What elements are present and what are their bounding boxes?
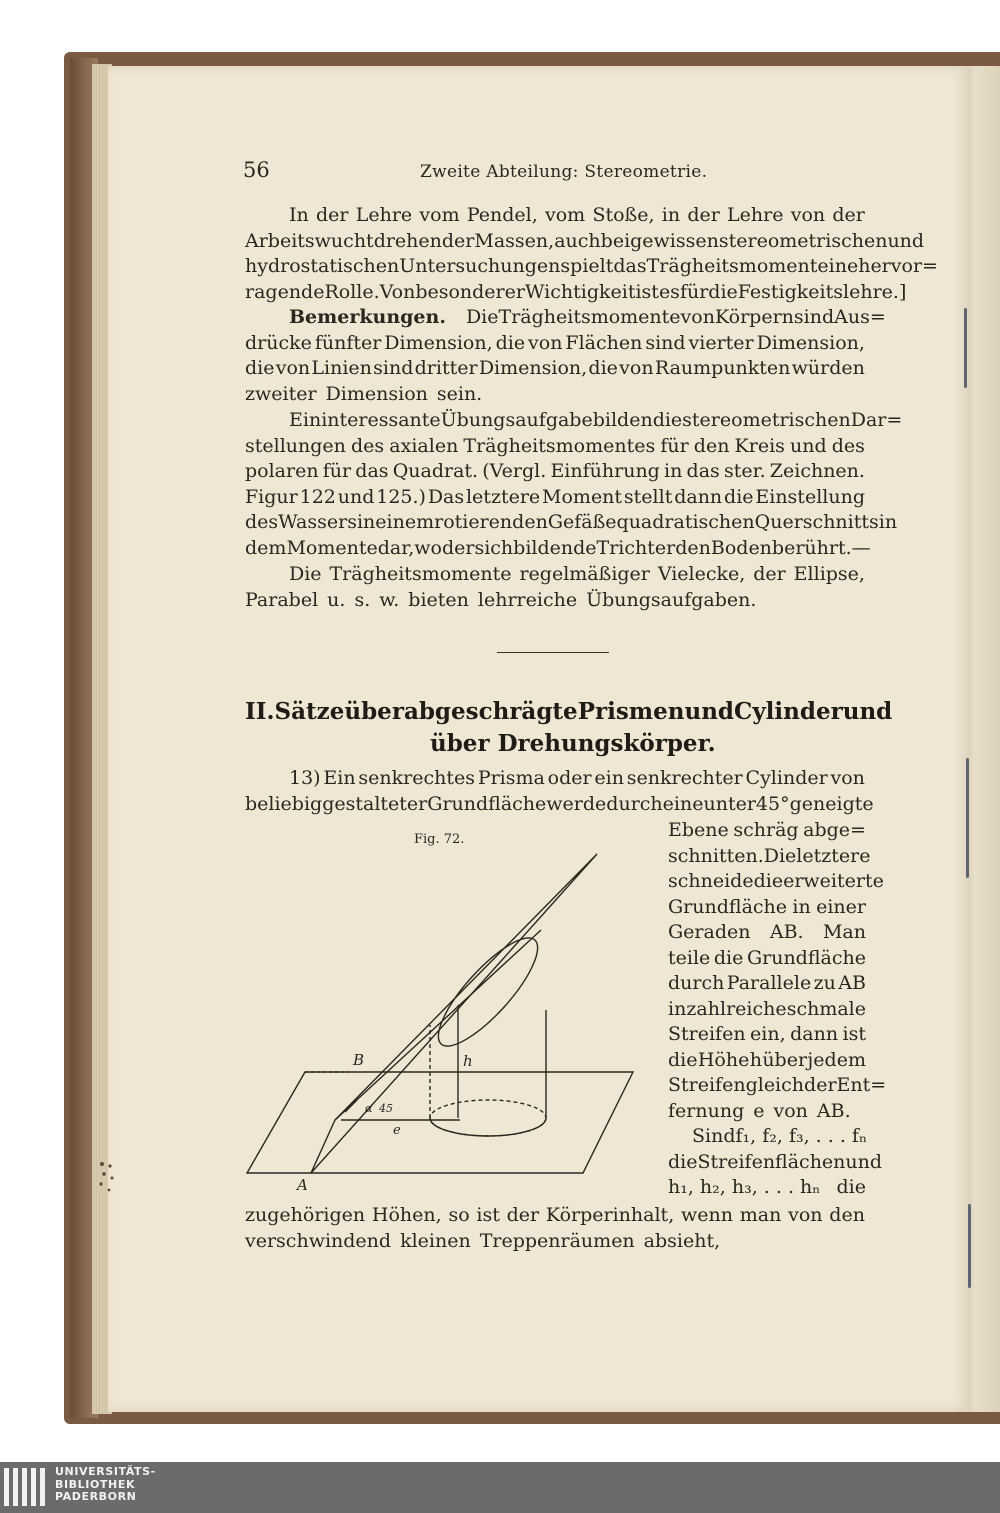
word: dem — [245, 536, 287, 559]
word: fernung — [668, 1099, 745, 1122]
text-line — [245, 510, 898, 536]
word: Aus= — [834, 306, 886, 328]
word: Dimension, — [384, 331, 493, 354]
word: ein, — [750, 1023, 786, 1045]
word: hervor= — [858, 255, 938, 277]
word: gewissen — [630, 229, 719, 252]
word: stereometrischen — [718, 229, 888, 252]
word: sind — [373, 357, 414, 379]
logo-line: UNIVERSITÄTS- — [55, 1465, 156, 1478]
label-B: B — [353, 1051, 365, 1069]
text-line — [245, 382, 865, 408]
word: ein — [594, 767, 624, 789]
side-column — [668, 818, 887, 1201]
word: und — [790, 434, 827, 457]
word: s. — [354, 588, 371, 611]
word: bilden — [592, 409, 653, 431]
word: Vielecke, — [657, 563, 746, 585]
word: von — [619, 357, 654, 379]
word: Flächen — [565, 331, 643, 354]
word: absieht, — [643, 1229, 721, 1252]
text-line — [668, 895, 866, 921]
word: 122 — [299, 485, 336, 508]
text-line — [668, 997, 866, 1023]
word: in — [664, 460, 683, 482]
text-line — [245, 254, 938, 280]
word: vierter — [688, 331, 754, 354]
word: der — [753, 563, 786, 585]
word: Gefäße — [547, 511, 617, 533]
word: von — [788, 1204, 823, 1226]
word: bei — [600, 229, 631, 252]
word: stellungen — [245, 434, 346, 457]
paragraph-1 — [245, 203, 938, 305]
paragraph-3 — [245, 562, 865, 613]
word: die — [713, 946, 744, 969]
word: schneide — [668, 870, 754, 892]
word: Figur — [245, 485, 298, 508]
word: Trägheitsmomente — [498, 306, 681, 328]
word: über — [762, 1048, 808, 1071]
word: letztere — [796, 844, 871, 867]
word: die — [668, 1150, 698, 1173]
text-line — [245, 305, 886, 331]
library-logo-text — [55, 1466, 156, 1504]
word: drücke — [245, 331, 312, 354]
word: AB — [838, 972, 866, 994]
word: Ellipse, — [793, 563, 865, 585]
word: oder — [547, 767, 592, 789]
word: h₁, h₂, h₃, . . . hₙ — [668, 1176, 821, 1198]
word: regelmäßiger — [519, 563, 650, 585]
plane-edge — [335, 930, 541, 1120]
word: die — [724, 485, 754, 508]
word: besonderer — [415, 280, 525, 303]
word: Momente — [286, 536, 378, 559]
word: Ein — [323, 767, 356, 789]
word: Übungsaufgaben. — [586, 588, 757, 611]
text-line — [668, 1022, 866, 1048]
figure-label: Fig. 72. — [414, 832, 465, 847]
word: der — [506, 1204, 540, 1226]
word: die — [588, 357, 618, 379]
running-title: Zweite Abteilung: Stereometrie. — [420, 162, 708, 182]
word: Man — [822, 921, 866, 943]
text-line — [245, 588, 865, 614]
word: Die — [763, 844, 797, 867]
word: der — [687, 204, 720, 226]
word: Parallele — [726, 972, 812, 994]
word: und — [684, 698, 735, 725]
word: ist — [476, 1204, 500, 1226]
word: jedem — [807, 1048, 866, 1071]
word: axialen — [389, 434, 459, 457]
word: werde — [546, 792, 607, 815]
word: bildende — [513, 536, 597, 559]
foxing-spots — [96, 1160, 120, 1200]
word: würden — [791, 357, 865, 379]
word: Trägheitsmoment — [646, 255, 818, 277]
word: Sind — [692, 1125, 736, 1147]
word: von — [830, 767, 865, 789]
word: Ent= — [836, 1074, 887, 1096]
word: Festigkeitslehre.] — [737, 280, 907, 303]
word: Grundfläche — [746, 946, 866, 969]
word: zahlreiche — [686, 997, 787, 1020]
word: zu — [813, 972, 836, 994]
text-line — [668, 1150, 883, 1176]
text-line — [245, 203, 865, 229]
word: abgeschrägte — [403, 698, 578, 725]
word: für — [679, 280, 709, 303]
inclined-plane — [311, 854, 597, 1173]
text-line — [245, 536, 871, 562]
word: Cylinder — [745, 767, 828, 789]
word: das — [355, 460, 389, 482]
word: eine — [817, 255, 859, 277]
word: der — [441, 536, 475, 559]
word: in — [668, 997, 687, 1020]
word: f₁, f₂, f₃, . . . fₙ — [735, 1125, 868, 1147]
word: von — [528, 331, 563, 354]
word: von — [680, 306, 715, 328]
remarks-heading: Bemerkungen. — [289, 306, 446, 328]
word: Wichtigkeit — [524, 280, 636, 303]
word: ragende — [245, 280, 325, 303]
text-line — [668, 844, 871, 870]
label-45: 45 — [379, 1102, 393, 1115]
word: des — [245, 511, 279, 533]
word: rotierenden — [434, 511, 548, 533]
word: Übungsaufgabe — [440, 409, 593, 431]
word: Linien — [311, 357, 372, 379]
word: und — [337, 485, 375, 508]
word: Körpern — [714, 306, 794, 328]
word: gestalteter — [322, 792, 428, 815]
word: in — [661, 204, 681, 226]
word: interessante — [321, 409, 441, 431]
word: Untersuchungen — [399, 255, 561, 277]
word: auch — [554, 229, 601, 252]
text-line — [245, 408, 903, 434]
word: verschwindend — [245, 1229, 392, 1252]
text-line — [668, 818, 866, 844]
text-line — [668, 1048, 866, 1074]
text-run — [466, 305, 886, 331]
word: Geraden — [668, 921, 751, 943]
text-line — [245, 331, 865, 357]
word: den — [675, 536, 711, 559]
word: senkrechter — [626, 767, 743, 789]
word: Lehre — [727, 204, 784, 226]
text-line — [245, 356, 865, 382]
word: man — [739, 1204, 782, 1226]
word: hydrostatischen — [245, 255, 400, 277]
word: das — [613, 255, 647, 277]
word: Zeichnen. — [769, 460, 865, 482]
word: und — [842, 698, 893, 725]
binding-thread — [968, 1204, 971, 1288]
word: Moment — [542, 485, 623, 508]
word: die — [836, 1176, 866, 1198]
word: e — [753, 1099, 765, 1122]
word: Trägheitsmomente — [329, 563, 512, 585]
binding-thread — [966, 758, 969, 878]
word: schnitten. — [668, 844, 764, 867]
text-line — [245, 562, 865, 588]
text-line — [245, 229, 925, 255]
text-line — [668, 920, 866, 946]
word: der — [832, 204, 865, 226]
binding-thread — [964, 308, 967, 388]
word: letztere — [465, 485, 541, 508]
word: durch — [606, 792, 663, 815]
word: und — [845, 1150, 883, 1173]
word: geneigte — [789, 792, 874, 815]
word: von — [790, 204, 826, 226]
text-line — [245, 434, 865, 460]
word: Rolle. — [324, 280, 380, 303]
word: Raumpunkten — [654, 357, 791, 379]
word: Pendel, — [466, 204, 538, 226]
word: stereometrischen — [682, 409, 851, 431]
text-line — [668, 946, 866, 972]
word: 13) — [289, 767, 321, 789]
word: Massen, — [474, 229, 555, 252]
word: Trichter — [596, 536, 676, 559]
label-A: A — [297, 1176, 308, 1194]
word: die — [245, 357, 275, 379]
word: Streifenflächen — [697, 1150, 846, 1173]
word: beliebig — [245, 792, 323, 815]
word: Ein — [289, 409, 322, 431]
word: Quadrat. — [392, 460, 479, 482]
word: schmale — [786, 997, 866, 1020]
word: die — [708, 280, 738, 303]
word: In — [289, 204, 309, 226]
word: Parabel — [245, 588, 319, 611]
word: gleich — [745, 1074, 805, 1096]
angle-line — [345, 1100, 357, 1112]
word: Grundfläche — [427, 792, 547, 815]
word: kleinen — [400, 1229, 471, 1252]
section-heading-line-2: über Drehungskörper. — [430, 730, 716, 757]
word: ist — [842, 1023, 866, 1045]
word: Dar= — [850, 409, 903, 431]
text-line — [245, 1229, 865, 1255]
word: sein. — [436, 382, 483, 405]
word: Lehre — [355, 204, 413, 226]
word: Einführung — [550, 460, 660, 482]
word: Treppenräumen — [479, 1229, 635, 1252]
word: bieten — [408, 588, 469, 611]
word: stellt — [623, 485, 673, 508]
word: drehender — [373, 229, 475, 252]
logo-line: BIBLIOTHEK — [55, 1477, 136, 1491]
label-e: e — [393, 1123, 401, 1138]
word: ster. — [723, 460, 766, 482]
word: Stoße, — [592, 204, 655, 226]
label-alpha: α — [365, 1102, 373, 1115]
word: die — [753, 870, 784, 892]
text-line — [245, 459, 865, 485]
word: AB. — [816, 1099, 851, 1122]
word: Streifen — [668, 1023, 746, 1045]
word: Querschnitts — [754, 511, 879, 533]
word: und — [887, 229, 925, 252]
word: so — [448, 1204, 470, 1226]
word: Von — [379, 280, 416, 303]
word: in — [792, 895, 811, 918]
figure-72 — [245, 850, 645, 1195]
word: von — [275, 357, 311, 379]
word: dann — [790, 1023, 839, 1045]
word: schräg — [733, 819, 799, 841]
word: Höhen, — [371, 1204, 442, 1226]
word: Einstellung — [755, 485, 865, 508]
word: 45° — [755, 792, 790, 815]
word: Prisma — [477, 767, 545, 789]
word: die — [668, 1048, 698, 1071]
word: teile — [668, 946, 711, 969]
word: Prismen — [577, 698, 685, 725]
section-divider — [497, 652, 609, 653]
text-line — [668, 971, 866, 997]
word: (Vergl. — [482, 460, 547, 482]
word: quadratischen — [616, 511, 755, 533]
text-line — [668, 1175, 866, 1201]
word: berührt. — [771, 536, 852, 559]
word: 125.) — [376, 485, 426, 508]
word: Sätze — [274, 698, 345, 725]
label-h: h — [463, 1052, 473, 1070]
word: in — [878, 511, 898, 533]
page-number: 56 — [243, 158, 270, 182]
text-line — [668, 1099, 866, 1125]
word: u. — [327, 588, 346, 611]
word: das — [686, 460, 720, 482]
section-heading-line-1 — [245, 698, 893, 725]
paragraph-2 — [245, 408, 903, 561]
word: Die — [465, 306, 499, 328]
text-line — [668, 869, 884, 895]
word: spielt — [560, 255, 614, 277]
word: Dimension — [325, 382, 428, 405]
word: zweiter — [245, 382, 317, 405]
word: vom — [419, 204, 460, 226]
text-line — [245, 485, 865, 511]
cylinder-cut-ellipse — [425, 925, 551, 1058]
word: die — [495, 331, 526, 354]
word: es — [658, 280, 680, 303]
word: Höhe — [697, 1048, 750, 1071]
word: Cylinder — [734, 698, 843, 725]
word: sind — [793, 306, 835, 328]
word: abge= — [803, 819, 866, 841]
text-line — [245, 280, 907, 306]
word: Wassers — [278, 511, 357, 533]
word: wo — [414, 536, 442, 559]
word: w. — [379, 588, 400, 611]
word: Streifen — [668, 1074, 746, 1096]
word: sich — [474, 536, 514, 559]
theorem-conclusion — [245, 1203, 865, 1254]
word: zugehörigen — [245, 1204, 366, 1226]
word: vom — [545, 204, 586, 226]
word: Kreis — [734, 434, 785, 457]
word: der — [804, 1074, 837, 1096]
word: Die — [289, 563, 322, 585]
word: Dimension, — [478, 357, 588, 379]
word: sind — [645, 331, 686, 354]
word: von — [773, 1099, 808, 1122]
word: Trägheitsmomentes — [463, 434, 656, 457]
word: fünfter — [314, 331, 382, 354]
word: Grundfläche — [668, 895, 788, 918]
word: Dimension, — [756, 331, 865, 354]
word: die — [652, 409, 683, 431]
word: eine — [662, 792, 704, 815]
word: unter — [703, 792, 756, 815]
word: h — [749, 1048, 762, 1071]
remarks-paragraph — [245, 305, 886, 407]
word: dritter — [414, 357, 478, 379]
word: Arbeitswucht — [245, 229, 374, 252]
library-logo-icon — [2, 1466, 50, 1508]
word: des — [831, 434, 865, 457]
word: senkrechtes — [358, 767, 475, 789]
word: einem — [375, 511, 435, 533]
word: Ebene — [668, 819, 729, 841]
word: Das — [427, 485, 465, 508]
word: den — [829, 1204, 865, 1226]
word: des — [351, 434, 385, 457]
word: durch — [668, 972, 725, 994]
theorem-intro — [245, 766, 874, 817]
word: den — [693, 434, 730, 457]
text-line — [668, 1073, 887, 1099]
word: in — [356, 511, 376, 533]
word: erweiterte — [783, 870, 884, 892]
word: Körperinhalt, — [545, 1204, 675, 1226]
word: dar, — [377, 536, 415, 559]
word: Boden — [710, 536, 772, 559]
word: polaren — [245, 460, 319, 482]
word: für — [660, 434, 689, 457]
logo-line: PADERBORN — [55, 1490, 137, 1503]
word: der — [315, 204, 349, 226]
word: einer — [816, 895, 866, 918]
word: wenn — [681, 1204, 733, 1226]
text-line — [668, 1124, 866, 1150]
text-line — [245, 792, 874, 818]
word: — — [851, 536, 871, 559]
base-plane — [247, 1072, 633, 1173]
word: dann — [674, 485, 723, 508]
word: über — [344, 698, 404, 725]
word: lehrreiche — [477, 588, 578, 611]
word: für — [322, 460, 352, 482]
text-line — [245, 1203, 865, 1229]
word: AB. — [769, 921, 804, 943]
text-line — [245, 766, 865, 792]
word: ist — [635, 280, 659, 303]
word: II. — [245, 698, 275, 725]
